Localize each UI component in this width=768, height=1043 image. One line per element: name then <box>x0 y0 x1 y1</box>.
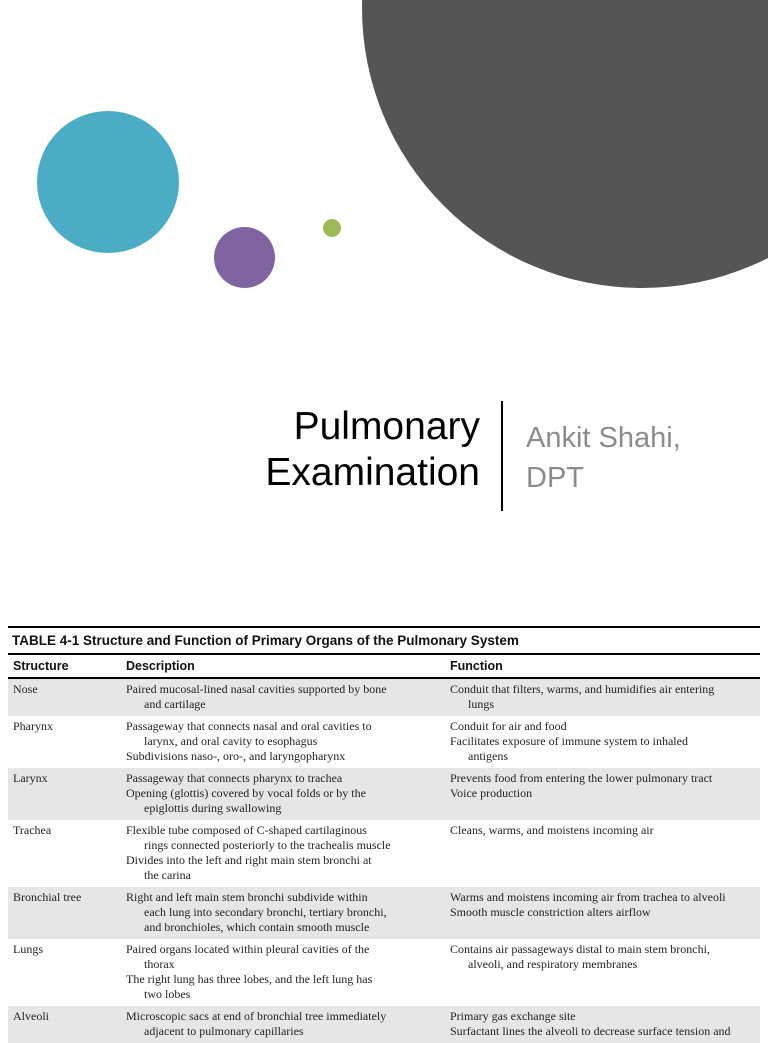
author-line-1: Ankit Shahi, <box>526 422 681 454</box>
cell-description <box>126 890 450 935</box>
function-line: alveoli, and respiratory membranes <box>468 957 638 971</box>
cell-structure: Pharynx <box>13 719 53 733</box>
cell-description <box>126 771 450 816</box>
organ-table <box>8 626 760 1043</box>
function-line: antigens <box>468 749 508 763</box>
cell-description <box>126 1009 450 1039</box>
title-divider <box>501 401 503 511</box>
dark-gray-circle-decoration <box>362 0 768 288</box>
header-structure: Structure <box>13 659 69 673</box>
cell-function <box>450 942 760 1002</box>
description-line: Flexible tube composed of C-shaped cartilaginous <box>126 823 367 837</box>
description-line: Paired mucosal-lined nasal cavities supported by bone <box>126 682 387 696</box>
cell-function <box>450 719 760 764</box>
description-line: each lung into secondary bronchi, tertiary bronchi, <box>144 905 387 919</box>
cell-description <box>126 942 450 1002</box>
header-function: Function <box>450 659 503 673</box>
cell-function <box>450 771 760 816</box>
description-line: Paired organs located within pleural cavities of the <box>126 942 370 956</box>
description-line: Passageway that connects nasal and oral cavities to <box>126 719 372 733</box>
table-row <box>8 1006 760 1043</box>
function-line: Warms and moistens incoming air from trachea to alveoli <box>450 890 726 904</box>
description-line: The right lung has three lobes, and the left lung has <box>126 972 373 986</box>
table-row <box>8 716 760 768</box>
description-line: Microscopic sacs at end of bronchial tree immediately <box>126 1009 387 1023</box>
function-line: Voice production <box>450 786 533 800</box>
table-body <box>8 679 760 1043</box>
header-description: Description <box>126 659 195 673</box>
cell-function <box>450 890 760 935</box>
cell-structure: Larynx <box>13 771 48 785</box>
cell-structure: Trachea <box>13 823 52 837</box>
function-line: Primary gas exchange site <box>450 1009 576 1023</box>
function-line: Facilitates exposure of immune system to inhaled <box>450 734 688 748</box>
title-line-2: Examination <box>265 451 480 494</box>
slide-title <box>180 404 480 496</box>
function-line: Conduit that filters, warms, and humidifies air entering <box>450 682 715 696</box>
description-line: epiglottis during swallowing <box>144 801 282 815</box>
description-line: Subdivisions naso-, oro-, and laryngopharynx <box>126 749 346 763</box>
cell-description <box>126 682 450 712</box>
function-line: Cleans, warms, and moistens incoming air <box>450 823 654 837</box>
cell-structure: Nose <box>13 682 38 696</box>
purple-circle-decoration <box>214 227 275 288</box>
description-line: Divides into the left and right main stem bronchi at <box>126 853 372 867</box>
function-line: Conduit for air and food <box>450 719 567 733</box>
table-row <box>8 768 760 820</box>
cell-structure: Alveoli <box>13 1009 49 1023</box>
cell-function <box>450 823 760 883</box>
function-line: Contains air passageways distal to main stem bronchi, <box>450 942 710 956</box>
description-line: Opening (glottis) covered by vocal folds or by the <box>126 786 366 800</box>
table-row <box>8 820 760 887</box>
author-line-2: DPT <box>526 462 584 494</box>
table-row <box>8 939 760 1006</box>
description-line: larynx, and oral cavity to esophagus <box>144 734 318 748</box>
slide-author <box>526 418 681 498</box>
function-line: Surfactant lines the alveoli to decrease surface tension and <box>450 1024 731 1038</box>
cell-structure: Bronchial tree <box>13 890 82 904</box>
green-circle-decoration <box>323 219 341 237</box>
function-line: Smooth muscle constriction alters airflow <box>450 905 651 919</box>
description-line: the carina <box>144 868 191 882</box>
function-line: lungs <box>468 697 495 711</box>
cell-description <box>126 823 450 883</box>
description-line: Right and left main stem bronchi subdivide within <box>126 890 368 904</box>
description-line: and cartilage <box>144 697 206 711</box>
description-line: rings connected posteriorly to the trachealis muscle <box>144 838 391 852</box>
description-line: Passageway that connects pharynx to trachea <box>126 771 343 785</box>
table-caption: TABLE 4-1 Structure and Function of Primary Organs of the Pulmonary System <box>8 626 760 655</box>
cell-structure: Lungs <box>13 942 43 956</box>
description-line: adjacent to pulmonary capillaries <box>144 1024 304 1038</box>
table-row <box>8 679 760 716</box>
title-line-1: Pulmonary <box>293 405 480 448</box>
description-line: two lobes <box>144 987 191 1001</box>
cell-function <box>450 682 760 712</box>
teal-circle-decoration <box>37 111 179 253</box>
table-row <box>8 887 760 939</box>
cell-description <box>126 719 450 764</box>
description-line: thorax <box>144 957 175 971</box>
function-line: Prevents food from entering the lower pulmonary tract <box>450 771 713 785</box>
table-header <box>8 655 760 679</box>
description-line: and bronchioles, which contain smooth muscle <box>144 920 370 934</box>
cell-function <box>450 1009 760 1039</box>
